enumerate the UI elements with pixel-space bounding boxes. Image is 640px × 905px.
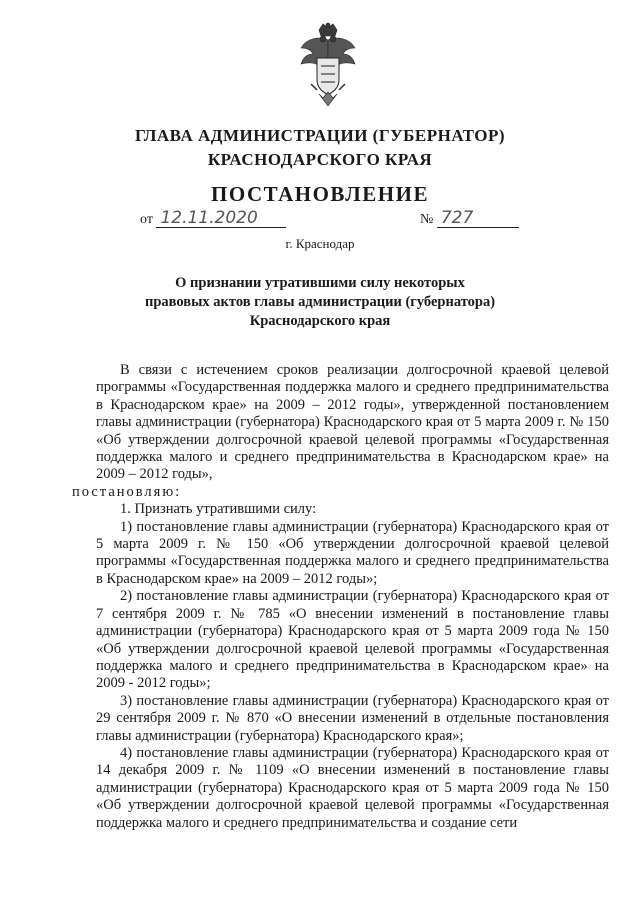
authority-title-line1: ГЛАВА АДМИНИСТРАЦИИ (ГУБЕРНАТОР) [134,126,505,145]
intro-paragraph [72,362,609,501]
city: г. Краснодар [285,236,355,251]
authority-title-line2: КРАСНОДАРСКОГО КРАЯ [207,150,433,169]
title-line1: О признании утратившими силу некоторых [175,275,465,291]
document-type: ПОСТАНОВЛЕНИЕ [211,182,429,206]
title-line3: Краснодарского края [249,313,391,329]
document-body [72,362,609,832]
decree-word: постановляю: [72,483,182,500]
item-1: 1. Признать утратившими силу: [120,501,317,518]
date-value: 12.11.2020 [156,209,286,228]
subitem-1: 1) постановление главы администрации (губернатора) Краснодарского края от 5 марта 2009 г. № 150 «Об утверждении долгосрочной краевой целевой программы «Государственная поддержка малого и среднего предпринимательства в Краснодарском крае» на 2009 – 2012 годы»; [96,518,609,587]
date-field [140,209,286,228]
subitem-4: 4) постановление главы администрации (губернатора) Краснодарского края от 14 декабря 2009 г. № 1109 «О внесении изменений в постановление главы администрации (губернатора) Краснодарского края от 5 марта 2009 года № 150 «Об утверждении долгосрочной краевой целевой программы «Государственная поддержка малого и среднего предпринимательства и создание сети [96,744,609,831]
number-prefix: № [420,212,434,227]
number-value: 727 [437,209,519,228]
title-line2: правовых актов главы администрации (губернатора) [144,294,496,310]
subitem-3: 3) постановление главы администрации (губернатора) Краснодарского края от 29 сентября 2009 г. № 870 «О внесении изменений в отдельные постановления главы администрации (губернатора) Краснодарского края»; [96,692,609,744]
coat-of-arms-emblem [297,22,359,108]
document-title [0,274,640,331]
number-field [420,209,519,228]
intro-text: В связи с истечением сроков реализации долгосрочной краевой целевой программы «Государственная поддержка малого и среднего предпринимательства в Краснодарском крае» на 2009 – 2012 годы», утвержденной постановлением главы администрации (губернатора) Краснодарского края от 5 марта 2009 г. № 150 «Об утверждении долгосрочной краевой целевой программы «Государственная поддержка малого и среднего предпринимательства в Краснодарском крае» на 2009 – 2012 годы», [96,362,609,483]
date-prefix: от [140,212,153,227]
subitem-2: 2) постановление главы администрации (губернатора) Краснодарского края от 7 сентября 2009 г. № 785 «О внесении изменений в постановление главы администрации (губернатора) Краснодарского края от 5 марта 2009 года № 150 «Об утверждении долгосрочной краевой целевой программы «Государственная поддержка малого и среднего предпринимательства в Краснодарском крае» на 2009 - 2012 годы»; [96,588,609,692]
